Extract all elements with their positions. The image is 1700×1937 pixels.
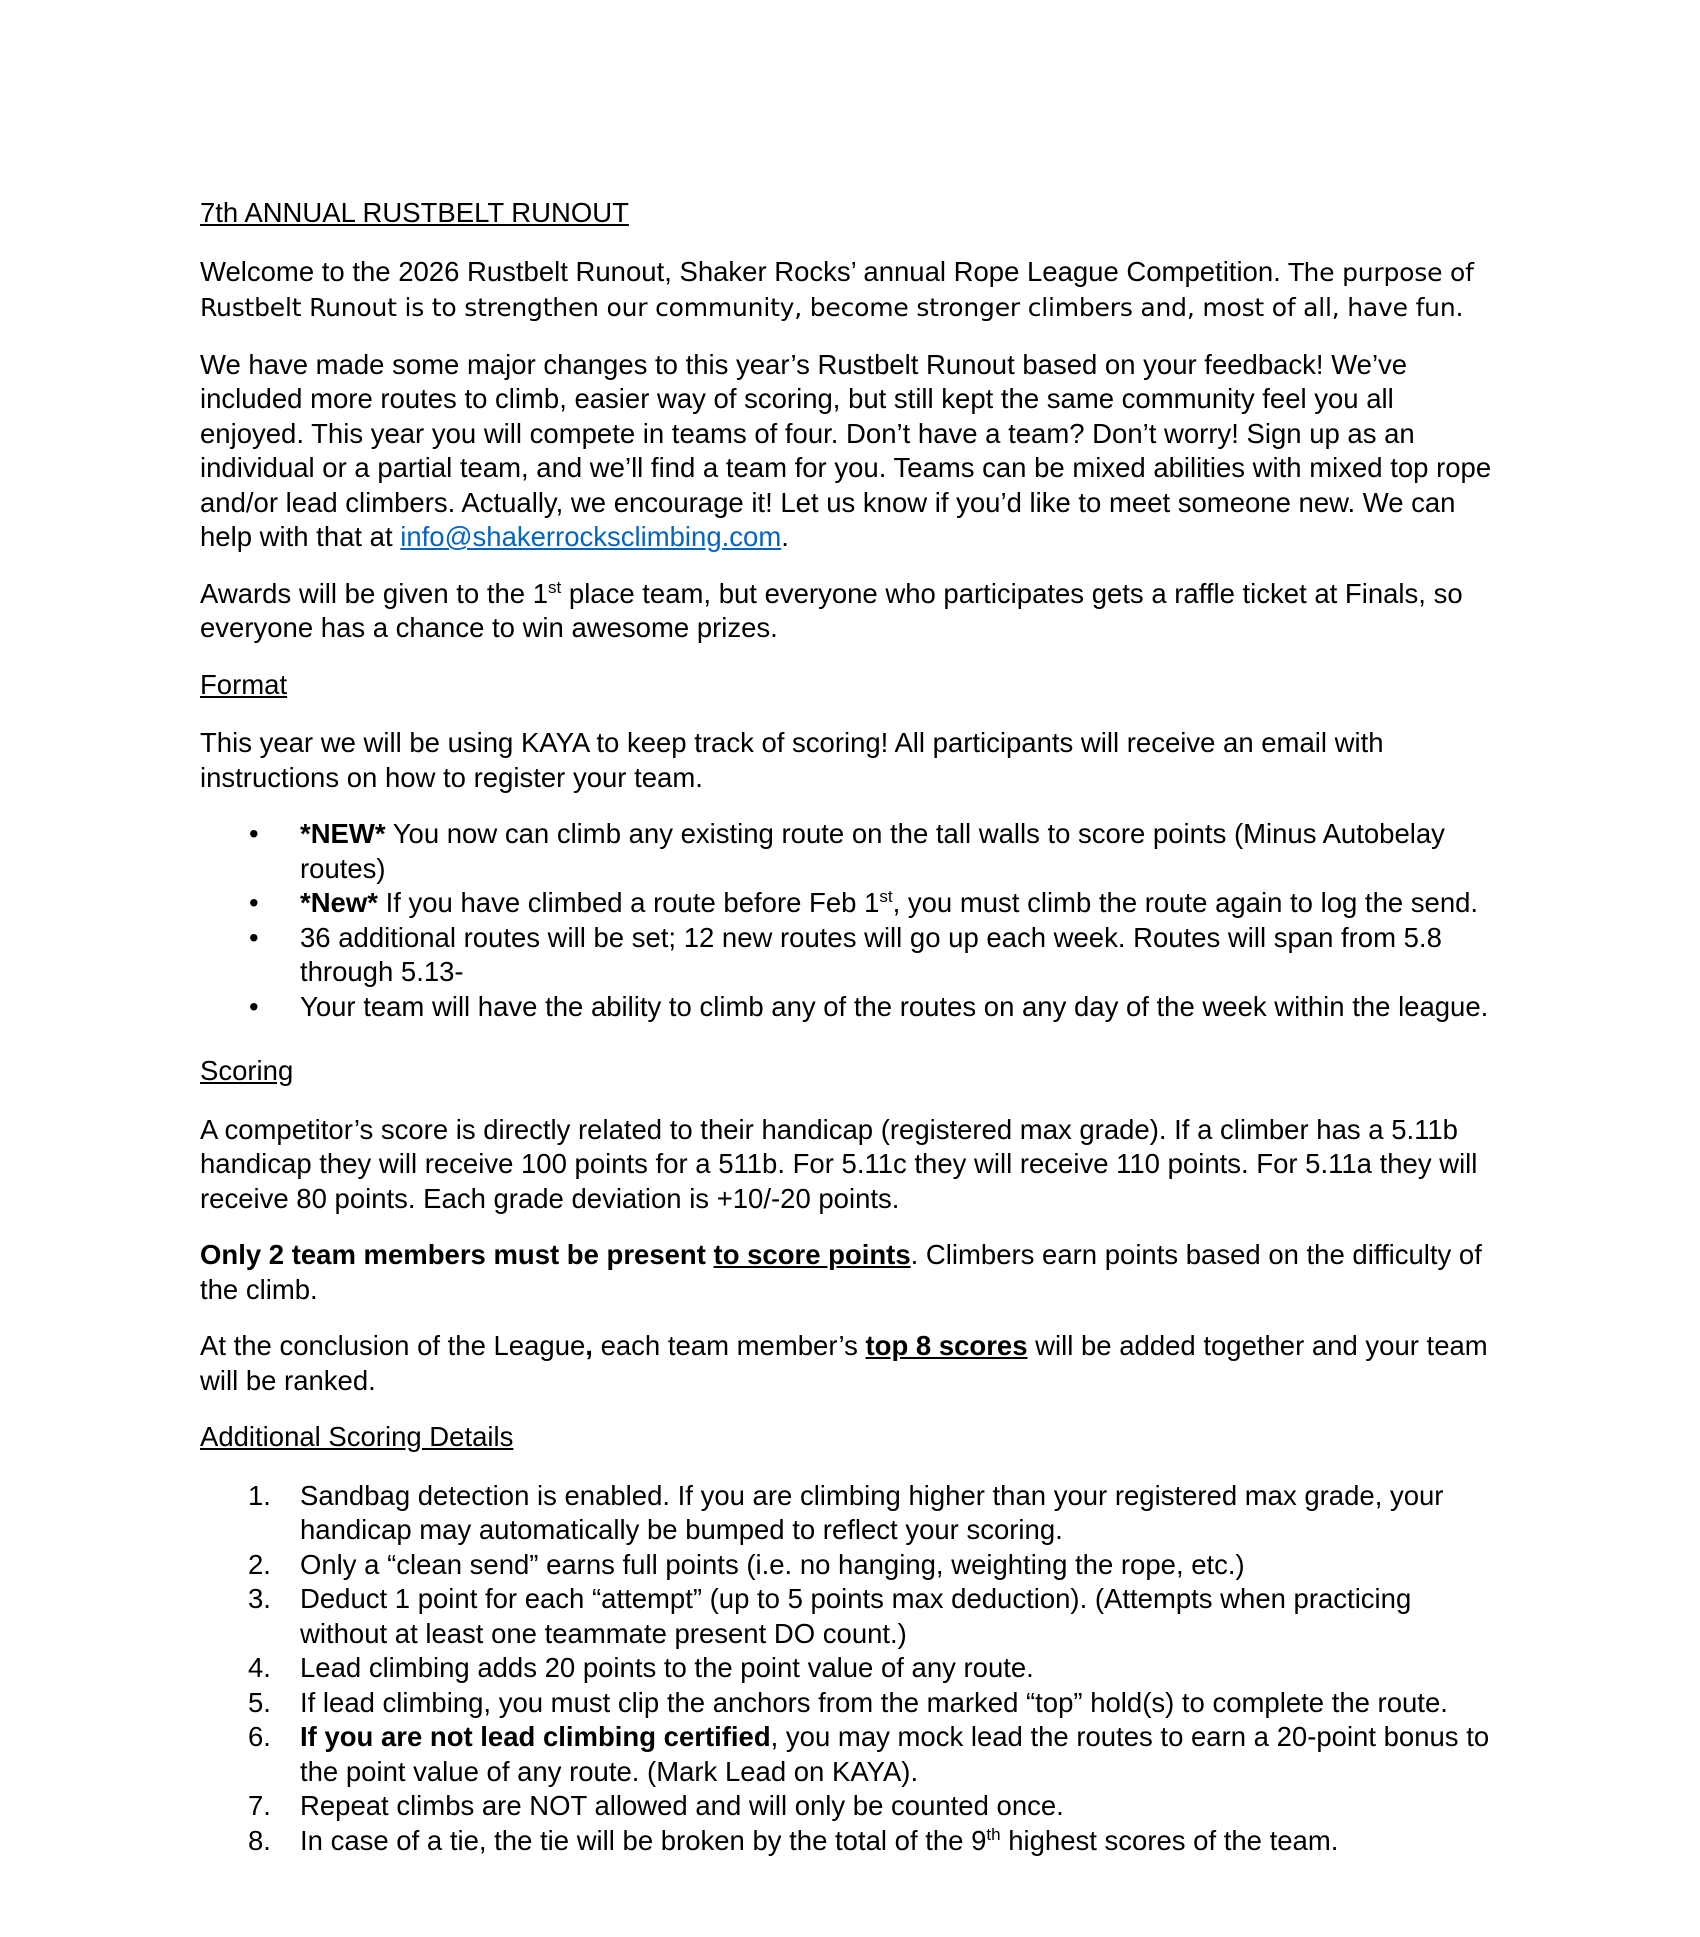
list-item: 4. Lead climbing adds 20 points to the point value of any route. <box>200 1651 1500 1686</box>
scoring-paragraph: A competitor’s score is directly related to their handicap (registered max grade). If a climber has a 5.11b handicap they will receive 100 points for a 511b. For 5.11c they will receive 110 points. For 5.11a they will receive 80 points. Each grade deviation is +10/-20 points. <box>200 1113 1478 1214</box>
list-item: 2. Only a “clean send” earns full points (i.e. no hanging, weighting the rope, etc.) <box>200 1548 1500 1583</box>
bullet-icon: • <box>249 921 259 953</box>
list-number: 4. <box>248 1652 271 1683</box>
bullet-icon: • <box>249 818 259 849</box>
email-link[interactable]: info@shakerrocksclimbing.com <box>400 521 782 552</box>
list-number: 2. <box>248 1548 271 1580</box>
intro-paragraph <box>200 255 1500 326</box>
document-page <box>200 196 1500 1888</box>
conclusion-paragraph: At the conclusion of the League, each team member’s top 8 scores will be added together and your team will be ranked. <box>200 1330 1488 1396</box>
list-item: 3. Deduct 1 point for each “attempt” (up to 5 points max deduction). (Attempts when practicing without at least one teammate present DO count.) <box>248 1583 1412 1649</box>
list-number: 7. <box>248 1790 271 1821</box>
list-item: • *New* If you have climbed a route before Feb 1st, you must climb the route again to log the send. <box>200 886 1500 921</box>
list-number: 8. <box>248 1824 271 1856</box>
changes-text: We have made some major changes to this year’s Rustbelt Runout based on your feedback! We’ve included more routes to climb, easier way of scoring, but still kept the same community feel you all enjoyed. This year you will compete in teams of four. Don’t have a team? Don’t worry! Sign up as an individual or a partial team, and we’ll find a team for you. Teams can be mixed abilities with mixed top rope and/or lead climbers. Actually, we encourage it! Let us know if you’d like to meet someone new. We can help with that at <box>200 348 1492 552</box>
list-number: 1. <box>248 1479 271 1511</box>
changes-paragraph: We have made some major changes to this year’s Rustbelt Runout based on your feedback! We’ve included more routes to climb, easier way of scoring, but still kept the same community feel you all enjoyed. This year you will compete in teams of four. Don’t have a team? Don’t worry! Sign up as an individual or a partial team, and we’ll find a team for you. Teams can be mixed abilities with mixed top rope and/or lead climbers. Actually, we encourage it! Let us know if you’d like to meet someone new. We can help with that at info@shakerrocksclimbing.com. <box>200 348 1492 552</box>
list-item: 7. Repeat climbs are NOT allowed and will only be counted once. <box>200 1789 1500 1824</box>
awards-paragraph: Awards will be given to the 1st place team, but everyone who participates gets a raffle ticket at Finals, so everyone has a chance to win awesome prizes. <box>200 577 1463 643</box>
list-number: 3. <box>248 1583 271 1614</box>
intro-tail: The purpose of Rustbelt Runout is to strengthen our community, become stronger climbers and, most of all, have fun. <box>200 257 1474 322</box>
list-item: • *NEW* You now can climb any existing route on the tall walls to score points (Minus Autobelay routes) <box>249 818 1445 884</box>
format-paragraph: This year we will be using KAYA to keep track of scoring! All participants will receive an email with instructions on how to register your team. <box>200 727 1384 793</box>
list-item: • 36 additional routes will be set; 12 new routes will go up each week. Routes will span from 5.8 through 5.13- <box>249 921 1442 987</box>
intro-lead: Welcome to the 2026 Rustbelt Runout, Shaker Rocks’ annual Rope League Competition. <box>200 255 1281 287</box>
additional-scoring-list <box>200 1479 1500 1859</box>
list-item: 8. In case of a tie, the tie will be broken by the total of the 9th highest scores of the team. <box>200 1824 1500 1859</box>
list-item: 1. Sandbag detection is enabled. If you are climbing higher than your registered max grade, your handicap may automatically be bumped to reflect your scoring. <box>248 1479 1444 1545</box>
format-heading: Format <box>200 668 288 700</box>
list-item: • Your team will have the ability to climb any of the routes on any day of the week within the league. <box>200 990 1500 1025</box>
list-item: 5. If lead climbing, you must clip the anchors from the marked “top” hold(s) to complete the route. <box>200 1686 1500 1721</box>
scoring-heading: Scoring <box>200 1055 294 1086</box>
format-bullet-list <box>200 817 1500 1024</box>
list-number: 6. <box>248 1721 271 1752</box>
document-title: 7th ANNUAL RUSTBELT RUNOUT <box>200 197 629 228</box>
list-item: 6. If you are not lead climbing certified, you may mock lead the routes to earn a 20-point bonus to the point value of any route. (Mark Lead on KAYA). <box>248 1721 1490 1787</box>
bullet-icon: • <box>249 990 259 1022</box>
list-number: 5. <box>248 1686 271 1718</box>
team-members-paragraph: Only 2 team members must be present to score points. Climbers earn points based on the difficulty of the climb. <box>200 1239 1482 1305</box>
additional-scoring-heading: Additional Scoring Details <box>200 1421 514 1452</box>
bullet-icon: • <box>249 887 259 918</box>
